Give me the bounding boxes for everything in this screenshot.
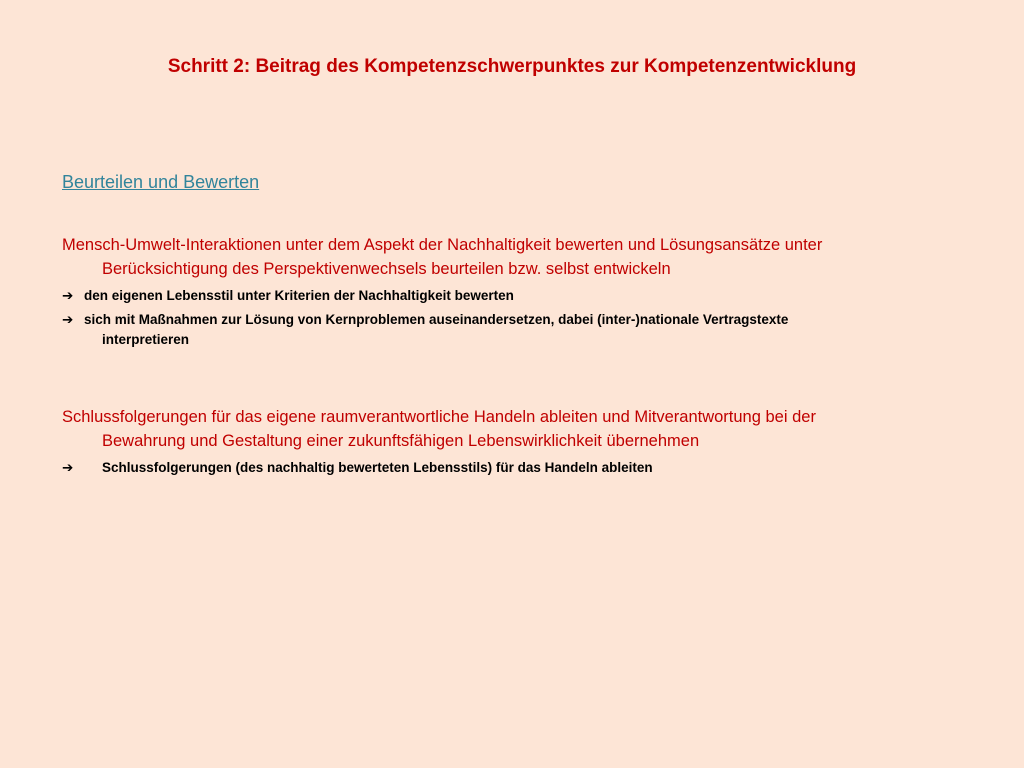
competence-paragraph-1-line-2: Berücksichtigung des Perspektivenwechsels beurteilen bzw. selbst entwickeln bbox=[102, 260, 671, 278]
competence-paragraph-1 bbox=[62, 233, 942, 281]
section-heading-link[interactable]: Beurteilen und Bewerten bbox=[62, 172, 260, 192]
competence-paragraph-1-line-1: Mensch-Umwelt-Interaktionen unter dem Aspekt der Nachhaltigkeit bewerten und Lösungsansätze unter bbox=[62, 236, 823, 254]
competence-paragraph-2 bbox=[62, 405, 942, 453]
bullet-item-conclusions bbox=[62, 458, 922, 478]
competence-paragraph-2-line-1: Schlussfolgerungen für das eigene raumverantwortliche Handeln ableiten und Mitverantwortung bei der bbox=[62, 408, 816, 426]
bullet-item-measures bbox=[62, 310, 922, 350]
bullet-text-continuation: interpretieren bbox=[102, 332, 190, 347]
bullet-text: sich mit Maßnahmen zur Lösung von Kernproblemen auseinandersetzen, dabei (inter-)nationale Vertragstexte bbox=[84, 312, 789, 327]
bullet-text: den eigenen Lebensstil unter Kriterien der Nachhaltigkeit bewerten bbox=[84, 288, 514, 303]
competence-paragraph-2-line-2: Bewahrung und Gestaltung einer zukunftsfähigen Lebenswirklichkeit übernehmen bbox=[102, 432, 700, 450]
arrow-right-icon: ➔ bbox=[62, 460, 74, 475]
bullet-text: Schlussfolgerungen (des nachhaltig bewerteten Lebensstils) für das Handeln ableiten bbox=[102, 460, 653, 475]
arrow-right-icon: ➔ bbox=[62, 288, 74, 303]
bullet-item-lifestyle bbox=[62, 286, 922, 306]
slide-title: Schritt 2: Beitrag des Kompetenzschwerpunktes zur Kompetenzentwicklung bbox=[167, 56, 857, 77]
arrow-right-icon: ➔ bbox=[62, 312, 74, 327]
